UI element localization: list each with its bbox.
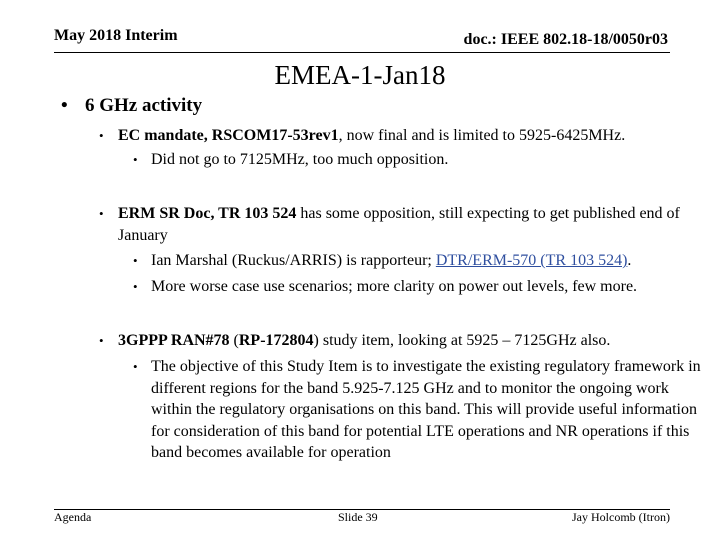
header-divider [54,52,670,53]
footer-agenda: Agenda [54,510,92,524]
bullet-ec-mandate-sub [133,149,711,171]
ec-mandate-sub-text: Did not go to 7125MHz, too much opposition. [151,151,449,168]
header-date: May 2018 Interim [54,27,178,44]
slide-title: EMEA-1-Jan18 [274,60,446,90]
bullet-marker: • [99,206,104,221]
ec-mandate-bold: EC mandate, RSCOM17-53rev1 [118,127,339,144]
bullet-marker: • [133,279,138,294]
bullet-text: 6 GHz activity [85,95,203,116]
erm-bold: ERM SR Doc, TR 103 524 [118,205,297,222]
bullet-3gpp-objective [133,356,711,464]
header-doc-id: doc.: IEEE 802.18-18/0050r03 [463,31,668,48]
bullet-marker: • [99,333,104,348]
erm-rapporteur-end: . [627,252,632,269]
bullet-erm-sr-doc [99,203,708,246]
erm-scenarios-text: More worse case use scenarios; more clarity on power out levels, few more. [151,278,638,295]
dtr-erm-570-link[interactable]: DTR/ERM-570 (TR 103 524) [435,252,628,269]
erm-text: has some opposition, still expecting to get published end of January [118,205,680,244]
ran-bold: 3GPPP RAN#78 [118,332,230,349]
footer-slide-number: Slide 39 [338,510,378,524]
erm-rapporteur-text: Ian Marshal (Ruckus/ARRIS) is rapporteur; [151,252,436,269]
objective-text: The objective of this Study Item is to investigate the existing regulatory framework in different regions for the band 5.925-7.125 GHz and to monitor the ongoing work within the regulatory organisations on this band. This will provide useful information for consideration of this band for potential LTE operations and NR operations if this band becomes available for operation [151,358,701,461]
bullet-3gpp-ran [99,330,708,352]
bullet-marker: • [133,359,138,374]
bullet-ec-mandate [99,125,708,147]
bullet-erm-rapporteur [133,250,711,272]
ran-paren-open: ( [229,332,239,349]
bullet-6ghz-activity [61,95,203,117]
footer-author: Jay Holcomb (Itron) [572,510,670,524]
bullet-marker: • [133,253,138,268]
bullet-erm-scenarios [133,276,711,298]
bullet-marker: • [133,152,138,167]
bullet-marker: • [99,128,104,143]
rp-bold: RP-172804 [238,332,314,349]
ran-text: ) study item, looking at 5925 – 7125GHz also. [313,332,611,349]
bullet-marker: • [61,95,68,116]
ec-mandate-text: , now final and is limited to 5925-6425MHz. [338,127,626,144]
